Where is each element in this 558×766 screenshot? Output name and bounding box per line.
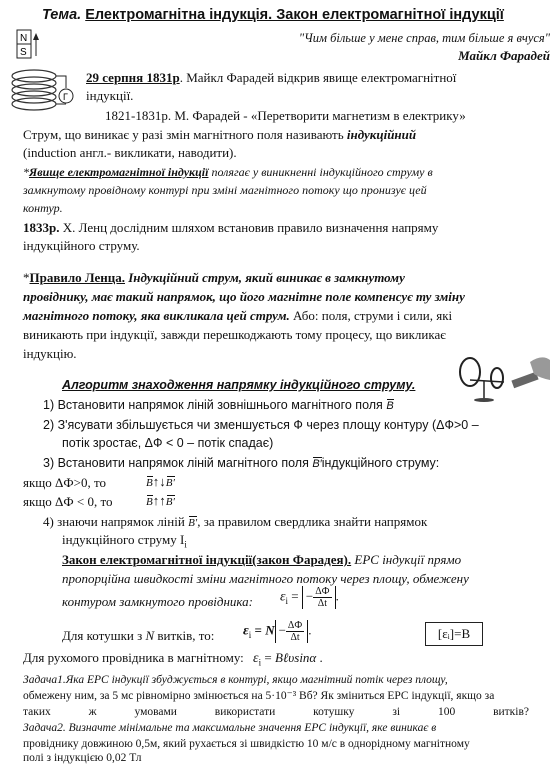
history-date-tail: . Майкл Фарадей відкрив явище електромагнітної xyxy=(179,70,457,85)
case1-vec-b: B xyxy=(146,477,153,489)
coil-formula-abs xyxy=(275,620,309,643)
step4-text-b: , за правилом свердлика знайти напрямок xyxy=(197,514,428,529)
algorithm-title: Алгоритм знаходження напрямку індукційного струму. xyxy=(62,378,416,392)
moving-formula: Bℓυsinα xyxy=(274,650,317,665)
case2-vec-b-prime: B′ xyxy=(165,496,175,508)
algorithm-case2 xyxy=(23,494,113,509)
tema-text: Електромагнітна індукція. Закон електромагнітної індукції xyxy=(85,7,504,23)
coil-line xyxy=(62,628,214,643)
phenomenon-line2: замкнутому провідному контурі при зміні магнітного потоку що пронизує цей xyxy=(23,183,427,197)
history-line2: індукції. xyxy=(86,88,134,103)
faraday-title: Закон електромагнітної індукції(закон Фарадея). xyxy=(62,552,352,567)
magnet-s-label: S xyxy=(20,47,27,58)
tema-prefix: Тема. xyxy=(42,7,82,23)
formula-num: ΔФ xyxy=(315,586,330,597)
unit-box xyxy=(425,622,483,646)
phenomenon-line3: контур. xyxy=(23,201,63,215)
lenz-history-text: Х. Ленц дослідним шляхом встановив правило визначення напряму xyxy=(59,220,439,235)
step4-sub: і xyxy=(184,539,187,550)
history-date: 29 серпня 1831р xyxy=(86,70,180,85)
case2-relation xyxy=(146,493,175,509)
lenz-rule-line4: виникають при індукції, завжди перешкоджають тому процесу, що викликає xyxy=(23,327,446,342)
algorithm-step2-line1: 2) З'ясувати збільшується чи зменшується Ф через площу контуру (ΔФ>0 – xyxy=(43,418,479,432)
epigraph-quote: "Чим більше у мене справ, тим більше я вчуся" xyxy=(298,31,550,45)
definition-term: індукційний xyxy=(346,127,417,142)
coil-formula-eps-sub: i xyxy=(248,630,252,641)
task1-word: котушку xyxy=(313,706,355,718)
algorithm-step3 xyxy=(43,456,439,471)
case1-rel: ↑↓ xyxy=(152,474,166,489)
phenomenon-rest: полягає у виникненні індукційного струму в xyxy=(208,165,433,179)
task1-line3 xyxy=(23,706,529,720)
task1-word: витків? xyxy=(493,706,529,718)
coil-formula-eps: ε xyxy=(243,623,249,639)
case2-rel: ↑↑ xyxy=(152,493,166,508)
task1-word: використати xyxy=(214,706,276,718)
lenz-line1-rest: Індукційний струм, який виникає в замкнутому xyxy=(125,270,405,285)
case1-relation xyxy=(146,474,175,490)
vector-b-prime: B′ xyxy=(312,458,322,470)
coil-formula-num: ΔФ xyxy=(287,620,303,631)
algorithm-step1-text: 1) Встановити напрямок ліній зовнішнього магнітного поля xyxy=(43,398,383,412)
page-title xyxy=(42,7,504,24)
phenomenon-line1 xyxy=(23,165,433,179)
definition-start: Струм, що виникає у разі змін магнітного поля називають xyxy=(23,127,347,142)
lenz-line3-rest: Або: поля, струми і сили, які xyxy=(289,308,453,323)
formula-eps-sub: i xyxy=(285,596,289,607)
faraday-title-rest: ЕРС індукції прямо xyxy=(351,552,462,567)
task1-word: 100 xyxy=(437,706,456,718)
lenz-rule-line5: індукцію. xyxy=(23,346,77,361)
magnet-n-label: N xyxy=(20,33,28,44)
formula-eps: ε xyxy=(280,589,286,605)
algorithm-step1 xyxy=(43,398,394,413)
vector-b: B xyxy=(386,400,394,412)
faraday-line3-text: контуром замкнутого провідника: xyxy=(62,594,253,609)
step4-text-a: 4) знаючи напрямок ліній xyxy=(43,514,185,529)
lenz-rule-line1 xyxy=(23,270,405,285)
coil-formula: $\varepsilon_i = N$ − $\frac{\Delta Ф}{\Delta t}$ . xyxy=(243,620,312,643)
coil-text: Для котушки з xyxy=(62,628,146,643)
lenz-history-line1 xyxy=(23,220,438,235)
formula-eq: = xyxy=(288,588,302,604)
definition-line2: (induction англ.- викликати, наводити). xyxy=(23,145,237,160)
task1-line1: Задача1.Яка ЕРС індукції збуджується в контурі, якщо магнітний потік через площу, xyxy=(23,674,448,686)
algorithm-step3-tail: індукційного струму: xyxy=(321,456,440,470)
task2-line2: провіднику довжиною 0,5м, який рухається зі швидкістю 10 м/с в однорідному магнітному xyxy=(23,738,470,750)
history-line1 xyxy=(86,70,456,85)
algorithm-step3-text: 3) Встановити напрямок ліній магнітного поля xyxy=(43,456,309,470)
task1-word: зі xyxy=(392,706,401,718)
algorithm-step4-line1 xyxy=(43,514,427,530)
case1-label: якщо ΔФ>0, то xyxy=(23,475,107,490)
lenz-history-line2: індукційного струму. xyxy=(23,238,140,253)
definition-line1 xyxy=(23,127,416,142)
faraday-line1 xyxy=(62,552,461,567)
task2-line3: полі з індукцією 0,02 Тл xyxy=(23,752,142,764)
lenz-ring-illustration xyxy=(452,350,552,402)
algorithm-case1 xyxy=(23,475,106,490)
task1-word: таких xyxy=(23,706,51,718)
moving-eps-sub: i xyxy=(258,657,262,668)
formula-abs xyxy=(302,586,336,609)
coil-formula-minus: − xyxy=(278,622,286,638)
epigraph-author: Майкл Фарадей xyxy=(458,48,550,63)
task1-word: умовами xyxy=(134,706,177,718)
phenomenon-term: Явище електромагнітної індукції xyxy=(29,165,209,179)
phenomenon-star: * xyxy=(23,165,29,179)
formula-den: Δt xyxy=(317,598,328,609)
moving-eps: ε xyxy=(253,651,259,666)
coil-text2: витків, то: xyxy=(154,628,215,643)
formula-minus: − xyxy=(305,588,314,604)
unit-box-text: [εᵢ]=В xyxy=(437,626,471,641)
step4-vec-b-prime: B′ xyxy=(188,517,198,529)
coil-formula-den: Δt xyxy=(290,632,300,643)
history-task: 1821-1831р. М. Фарадей - «Перетворити магнетизм в електрику» xyxy=(105,108,466,123)
coil-n: N xyxy=(145,628,155,643)
coil-formula-eq: = xyxy=(251,622,266,638)
algorithm-step2-line2: потік зростає, ΔФ < 0 – потік спадає) xyxy=(62,436,274,450)
lenz-rule-line3 xyxy=(23,308,452,323)
galvanometer-label: Г xyxy=(63,92,68,102)
task1-word: ж xyxy=(88,706,97,718)
lenz-rule-line2: провіднику, має такий напрямок, що його магнітне поле компенсує ту зміну xyxy=(23,289,465,304)
lenz-star: * xyxy=(23,270,30,285)
task1-line2: обмежену ним, за 5 мс рівномірно змінюється на 5·10⁻³ Вб? Як зміниться ЕРС індукції, якщо за xyxy=(23,690,495,702)
step4-line2-text: індукційного струму I xyxy=(62,532,185,547)
faraday-line2: пропорційна швидкості зміни магнітного потоку через площу, обмежену xyxy=(62,571,469,586)
lenz-year: 1833р. xyxy=(23,220,60,235)
formula-fraction xyxy=(313,586,331,609)
lenz-title: Правило Ленца. xyxy=(29,270,125,285)
coil-formula-n: N xyxy=(265,622,275,638)
magnet-coil-illustration xyxy=(2,28,86,120)
lenz-line3-italic: магнітного потоку, яка викликала цей струм. xyxy=(23,308,290,323)
faraday-formula: $\varepsilon_i$ = − $\frac{\Delta Ф}{\Delta t}$ . xyxy=(280,586,339,609)
faraday-line3 xyxy=(62,594,253,609)
moving-text: Для рухомого провідника в магнітному: xyxy=(23,650,244,665)
algorithm-step4-line2 xyxy=(62,532,187,550)
case2-vec-b: B xyxy=(146,496,153,508)
task2-line1: Задача2. Визначте мінімальне та максимальне значення ЕРС індукції, яке виникає в xyxy=(23,722,437,734)
case2-label: якщо ΔФ < 0, то xyxy=(23,494,113,509)
moving-line: Для рухомого провідника в магнітному: $\varepsilon_i$ = Bℓυsinα . xyxy=(23,650,323,668)
moving-eq: = xyxy=(261,650,275,665)
case1-vec-b-prime: B′ xyxy=(165,477,175,489)
coil-formula-fraction xyxy=(286,620,304,643)
